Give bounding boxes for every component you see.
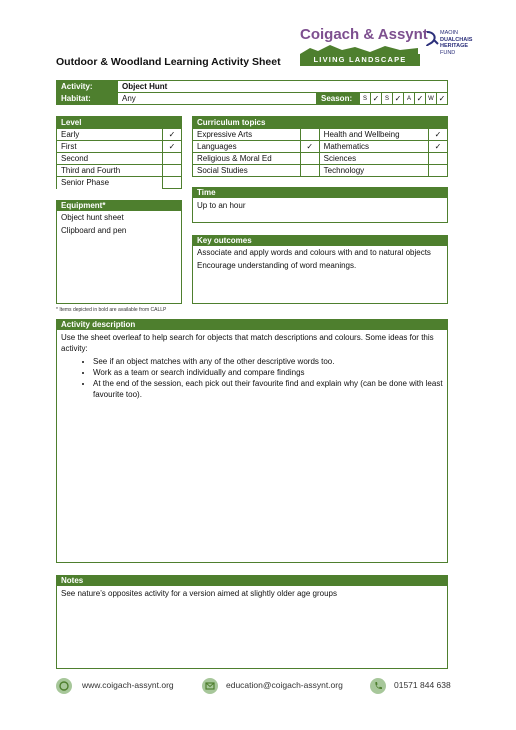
description-bullet: • Work as a team or search individually and compare findings xyxy=(93,367,447,378)
mountain-silhouette-icon xyxy=(300,44,418,54)
level-label: Third and Fourth xyxy=(57,165,163,177)
outcomes-header: Key outcomes xyxy=(193,236,447,246)
habitat-value: Any xyxy=(118,93,317,105)
season-cell: ✓ xyxy=(393,93,404,105)
time-value: Up to an hour xyxy=(197,201,246,210)
footer xyxy=(56,676,466,696)
notes-section xyxy=(56,575,448,669)
equipment-item: Object hunt sheet xyxy=(61,213,124,222)
logo-title: Coigach & Assynt xyxy=(300,26,428,43)
level-header: Level xyxy=(57,117,182,129)
equipment-section xyxy=(56,200,182,304)
description-bullet: • See if an object matches with any of the other descriptive words too. xyxy=(93,356,447,367)
curriculum-check: ✓ xyxy=(300,141,319,153)
curriculum-check xyxy=(300,129,319,141)
season-cell: A xyxy=(404,93,415,105)
email-icon xyxy=(202,678,218,694)
outcome-item: Associate and apply words and colours with and to natural objects xyxy=(197,248,431,257)
outcome-item: Encourage understanding of word meanings. xyxy=(197,261,357,270)
activity-label: Activity: xyxy=(57,81,118,93)
level-label: Second xyxy=(57,153,163,165)
curriculum-header: Curriculum topics xyxy=(193,117,448,129)
curriculum-topic: Religious & Moral Ed xyxy=(193,153,301,165)
season-cell: ✓ xyxy=(415,93,426,105)
outcomes-section xyxy=(192,235,448,304)
season-cell: ✓ xyxy=(437,93,448,105)
curriculum-topic: Health and Wellbeing xyxy=(319,129,428,141)
activity-value: Object Hunt xyxy=(118,81,448,93)
curriculum-topic: Technology xyxy=(319,165,428,177)
description-section xyxy=(56,319,448,563)
curriculum-check: ✓ xyxy=(429,141,448,153)
description-intro: Use the sheet overleaf to help search for objects that match descriptions and colours. Some ideas for this activity: xyxy=(61,333,434,353)
level-check xyxy=(163,153,182,165)
level-check: ✓ xyxy=(163,141,182,153)
notes-header: Notes xyxy=(57,576,447,586)
level-check xyxy=(163,165,182,177)
notes-text: See nature’s opposites activity for a version aimed at slightly older age groups xyxy=(61,589,338,598)
fund-line1: MAOIN xyxy=(440,30,459,36)
season-cell: ✓ xyxy=(371,93,382,105)
curriculum-topic: Social Studies xyxy=(193,165,301,177)
logo-subtitle: LIVING LANDSCAPE xyxy=(300,54,420,66)
season-cell: S xyxy=(382,93,393,105)
level-label: Senior Phase xyxy=(57,177,163,189)
phone-number: 01571 844 638 xyxy=(394,680,451,690)
level-check xyxy=(163,177,182,189)
email-link[interactable]: education@coigach-assynt.org xyxy=(226,680,343,690)
season-cell: S xyxy=(360,93,371,105)
fund-line2: DUALCHAIS xyxy=(440,36,473,43)
page-title: Outdoor & Woodland Learning Activity Sheet xyxy=(56,56,281,68)
curriculum-check xyxy=(300,153,319,165)
fund-line4: FUND xyxy=(440,49,456,56)
coigach-assynt-logo xyxy=(300,26,428,70)
heritage-fund-logo xyxy=(424,28,480,68)
phone-icon xyxy=(370,678,386,694)
level-check: ✓ xyxy=(163,129,182,141)
curriculum-topic: Expressive Arts xyxy=(193,129,301,141)
curriculum-check xyxy=(429,165,448,177)
level-label: Early xyxy=(57,129,163,141)
curriculum-topic: Mathematics xyxy=(319,141,428,153)
curriculum-topic: Sciences xyxy=(319,153,428,165)
equipment-item: Clipboard and pen xyxy=(61,226,127,235)
level-label: First xyxy=(57,141,163,153)
equipment-header: Equipment* xyxy=(57,201,181,211)
activity-info-table xyxy=(56,80,448,105)
curriculum-check xyxy=(300,165,319,177)
curriculum-check: ✓ xyxy=(429,129,448,141)
curriculum-check xyxy=(429,153,448,165)
description-bullet: • At the end of the session, each pick out their favourite find and explain why (can be done with least favourite too). xyxy=(93,378,447,400)
habitat-label: Habitat: xyxy=(57,93,118,105)
season-cell: W xyxy=(426,93,437,105)
curriculum-topic: Languages xyxy=(193,141,301,153)
time-section xyxy=(192,187,448,223)
time-header: Time xyxy=(193,188,447,198)
heritage-fund-icon xyxy=(424,30,440,48)
website-link[interactable]: www.coigach-assynt.org xyxy=(82,680,174,690)
footnote: * Items depicted in bold are available from CALLP xyxy=(56,307,167,313)
web-icon xyxy=(56,678,72,694)
level-table xyxy=(56,116,182,189)
description-header: Activity description xyxy=(57,320,447,330)
curriculum-table xyxy=(192,116,448,177)
fund-line3: HERITAGE xyxy=(440,43,469,49)
season-label: Season: xyxy=(317,93,360,105)
